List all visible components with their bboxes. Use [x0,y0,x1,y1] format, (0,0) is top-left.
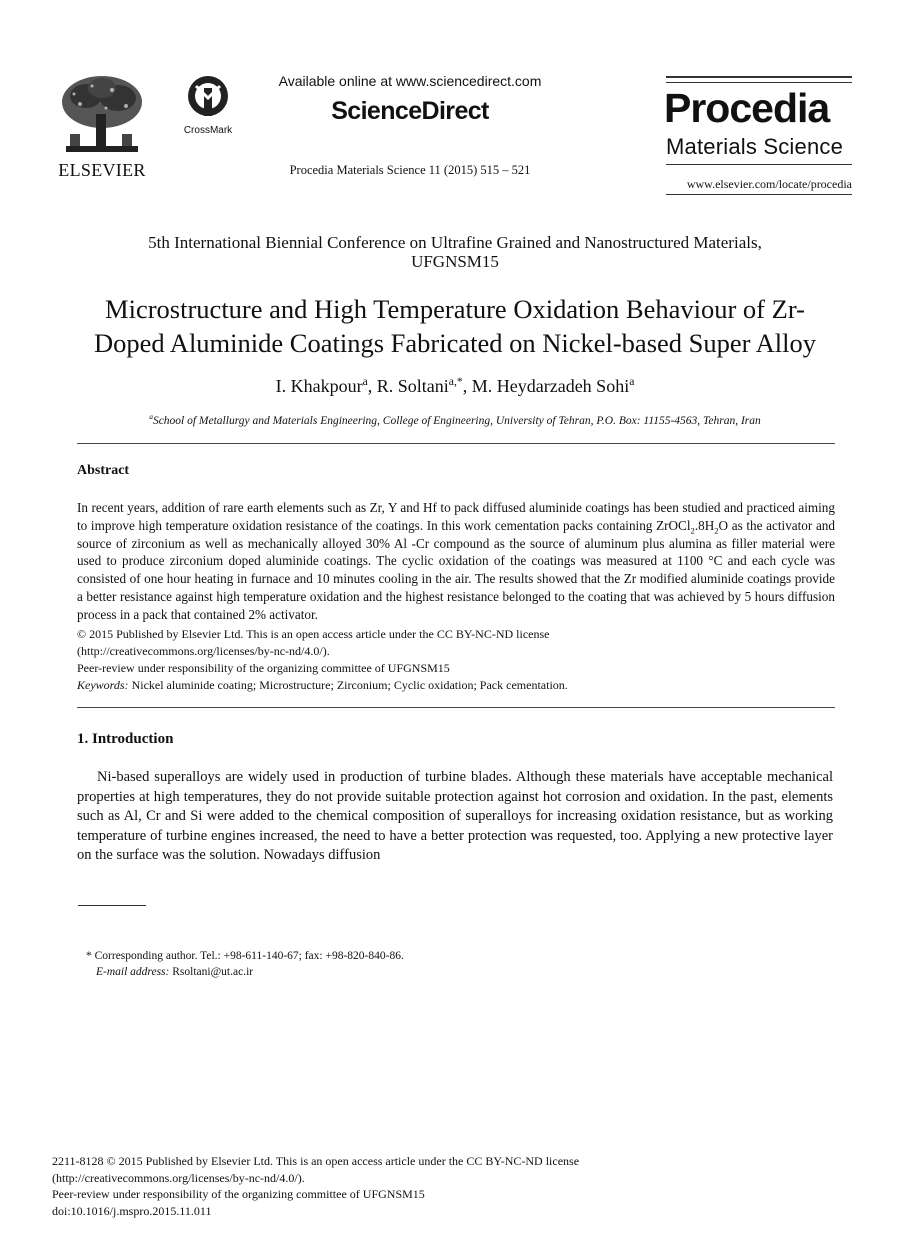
journal-reference: Procedia Materials Science 11 (2015) 515 – 521 [289,163,531,177]
procedia-url-link[interactable]: www.elsevier.com/locate/procedia [686,177,852,191]
license-link[interactable]: (http://creativecommons.org/licenses/by-nc-nd/4.0/). [52,1170,305,1185]
keywords-line [77,677,835,694]
author-affiliation-mark: a [362,375,368,388]
subscript: 2 [690,525,695,536]
subscript: 2 [714,525,719,536]
author-affiliation-mark: a,* [448,375,463,388]
elsevier-tree-icon [56,74,148,158]
doi-link[interactable]: doi:10.1016/j.mspro.2015.11.011 [52,1203,212,1218]
email-note [86,964,786,980]
peer-review-line: Peer-review under responsibility of the organizing committee of UFGNSM15 [52,1187,425,1201]
procedia-title: Procedia [664,85,830,131]
procedia-rule [666,164,852,165]
author-name: R. Soltani [376,376,449,396]
procedia-rule [666,82,852,83]
issn-copyright-line: 2211-8128 © 2015 Published by Elsevier Ltd. This is an open access article under the CC BY-NC-ND license [52,1154,580,1168]
bottom-copyright-block [52,1153,832,1219]
section-divider [77,707,835,708]
keywords-text: Nickel aluminide coating; Microstructure; Zirconium; Cyclic oxidation; Pack cementation. [128,678,568,692]
introduction-body: Ni-based superalloys are widely used in production of turbine blades. Although these materials have acceptable mechanical properties at high temperatures, they do not provide suitable protection against hot corrosion and oxidation. In the past, elements such as Al, Cr and Si were added to the chemical composition of superalloys for increasing oxidation resistance, but as working temperature of turbine engines increased, the need to have a better protection was requested, too. Applying a new protective layer on the surface was the solution. Nowadays diffusion [77,769,833,864]
conference-line: 5th International Biennial Conference on Ultrafine Grained and Nanostructured Materials, [148,233,762,252]
footnote-rule [78,905,146,906]
sciencedirect-logo[interactable]: ScienceDirect [331,97,489,125]
keywords-label: Keywords: [77,678,129,692]
corresponding-author-note: * Corresponding author. Tel.: +98-611-140-67; fax: +98-820-840-86. [86,950,404,962]
procedia-subtitle: Materials Science [666,134,844,159]
abstract-heading: Abstract [77,463,130,478]
paper-title [60,292,850,360]
email-address[interactable]: Rsoltani@ut.ac.ir [169,966,254,978]
author-separator: , [367,376,377,396]
crossmark-label: CrossMark [183,125,233,136]
abstract-text: O as the activator and source of zirconium as well as mechanically alloyed 30% Al -Cr compound as the source of aluminum plus alumina as filler material were used to produce zirconium doped aluminide coatings. The cyclic oxidation of the coatings was measured at 1100 °C and each cycle was consisted of one hour heating in furnace and 10 minutes cooling in the air. The results showed that the Zr modified aluminide coatings provide a better resistance against high temperature oxidation and the highest resistance belonged to the coating that was achieved by 5 hours diffusion process in a pack that contained 2% activator. [77,517,835,622]
author-name: I. Khakpour [275,376,363,396]
peer-review-line: Peer-review under responsibility of the organizing committee of UFGNSM15 [77,661,450,675]
email-label: E-mail address: [96,966,170,978]
crossmark-badge[interactable] [178,74,238,136]
author-name: M. Heydarzadeh Sohi [471,376,630,396]
abstract-text: In recent years, addition of rare earth elements such as Zr, Y and Hf to pack diffused aluminide coatings has been studied and practiced aiming to improve high temperature oxidation resistance of the coatings. In this work cementation packs containing ZrOCl [77,500,835,533]
conference-line: UFGNSM15 [411,252,499,271]
introduction-heading: 1. Introduction [77,731,174,747]
title-line: Doped Aluminide Coatings Fabricated on Nickel-based Super Alloy [94,328,816,358]
author-separator: , [462,376,472,396]
footnotes [86,948,786,980]
section-divider [77,443,835,444]
title-line: Microstructure and High Temperature Oxidation Behaviour of Zr- [105,294,805,324]
author-affiliation-mark: a [629,375,635,388]
procedia-rule [666,194,852,195]
affiliation-text: School of Metallurgy and Materials Engineering, College of Engineering, University of Tehran, P.O. Box: 11155-4563, Tehran, Iran [152,415,761,427]
author-list [60,376,850,397]
affiliation-mark: a [149,412,153,422]
abstract-text: .8H [694,517,715,533]
elsevier-logo [52,74,152,178]
available-online-text: Available online at www.sciencedirect.com [278,73,542,89]
conference-name [60,233,850,271]
license-link[interactable]: (http://creativecommons.org/licenses/by-nc-nd/4.0/). [77,644,330,658]
elsevier-wordmark: ELSEVIER [58,160,146,180]
affiliation [60,412,850,427]
license-block [77,626,835,694]
procedia-rule [666,76,852,78]
abstract-body [77,499,835,624]
crossmark-icon [186,74,230,118]
copyright-line: © 2015 Published by Elsevier Ltd. This is an open access article under the CC BY-NC-ND license [77,627,550,641]
